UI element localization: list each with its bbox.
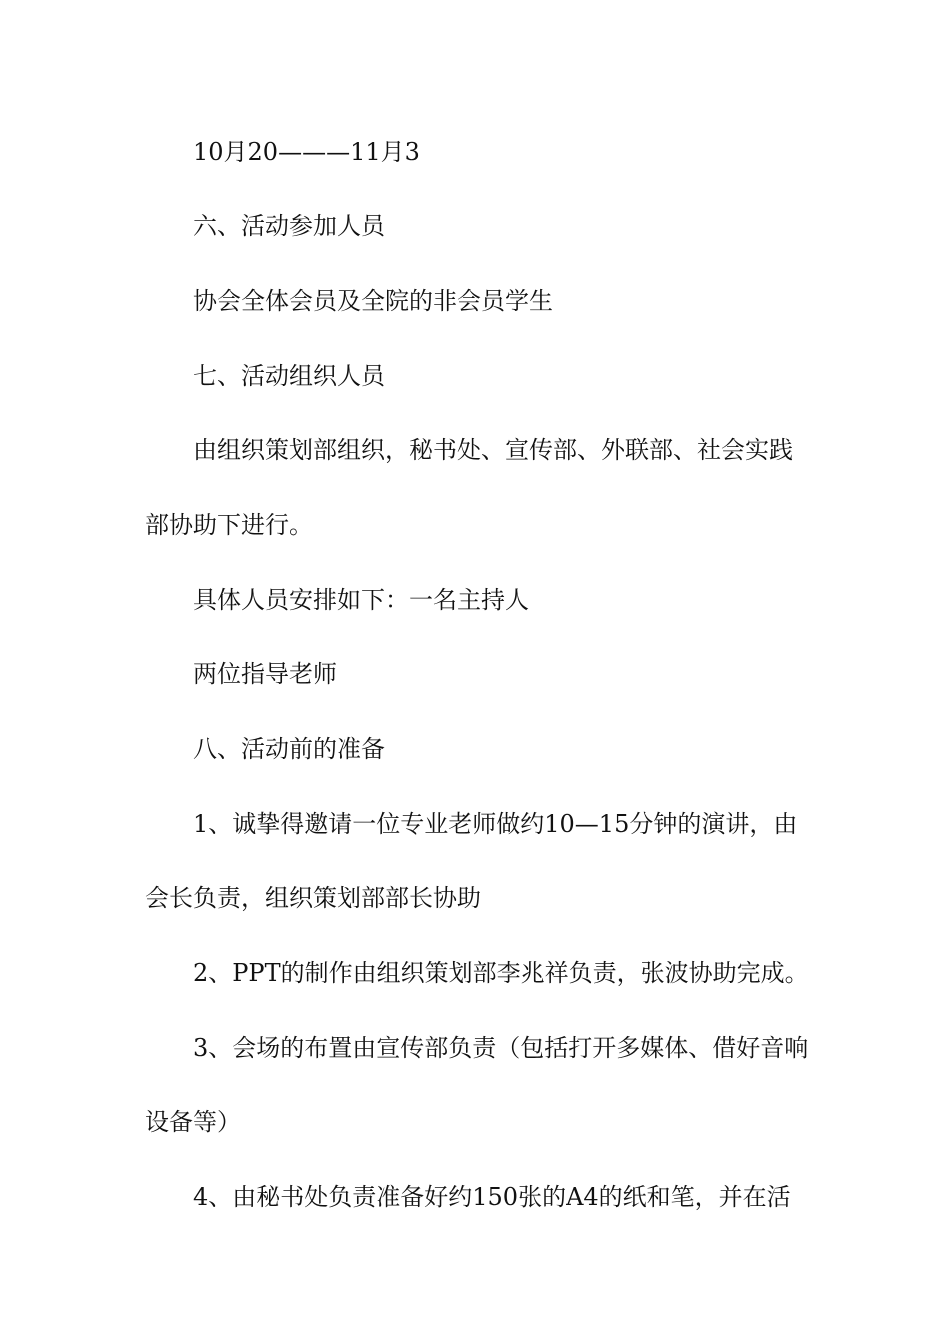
text-line-item-4: 4、由秘书处负责准备好约150张的A4的纸和笔，并在活 (193, 1183, 791, 1211)
text-line-advisors: 两位指导老师 (193, 660, 337, 688)
heading-participants: 六、活动参加人员 (193, 212, 385, 240)
text-line-organizers-2: 部协助下进行。 (145, 511, 313, 539)
text-line-item-3b: 设备等） (145, 1108, 241, 1136)
text-line-staff-arrangement: 具体人员安排如下：一名主持人 (193, 586, 529, 614)
text-line-item-3a: 3、会场的布置由宣传部负责（包括打开多媒体、借好音响 (193, 1034, 809, 1062)
text-line-item-1b: 会长负责，组织策划部部长协助 (145, 884, 481, 912)
heading-organizers: 七、活动组织人员 (193, 362, 385, 390)
text-line-organizers-1: 由组织策划部组织，秘书处、宣传部、外联部、社会实践 (193, 436, 793, 464)
text-line-item-1a: 1、诚挚得邀请一位专业老师做约10—15分钟的演讲，由 (193, 810, 798, 838)
text-line-item-2: 2、PPT的制作由组织策划部李兆祥负责，张波协助完成。 (193, 959, 809, 987)
text-line-date-range: 10月20———11月3 (193, 138, 420, 166)
heading-preparation: 八、活动前的准备 (193, 735, 385, 763)
text-line-participants: 协会全体会员及全院的非会员学生 (193, 287, 553, 315)
